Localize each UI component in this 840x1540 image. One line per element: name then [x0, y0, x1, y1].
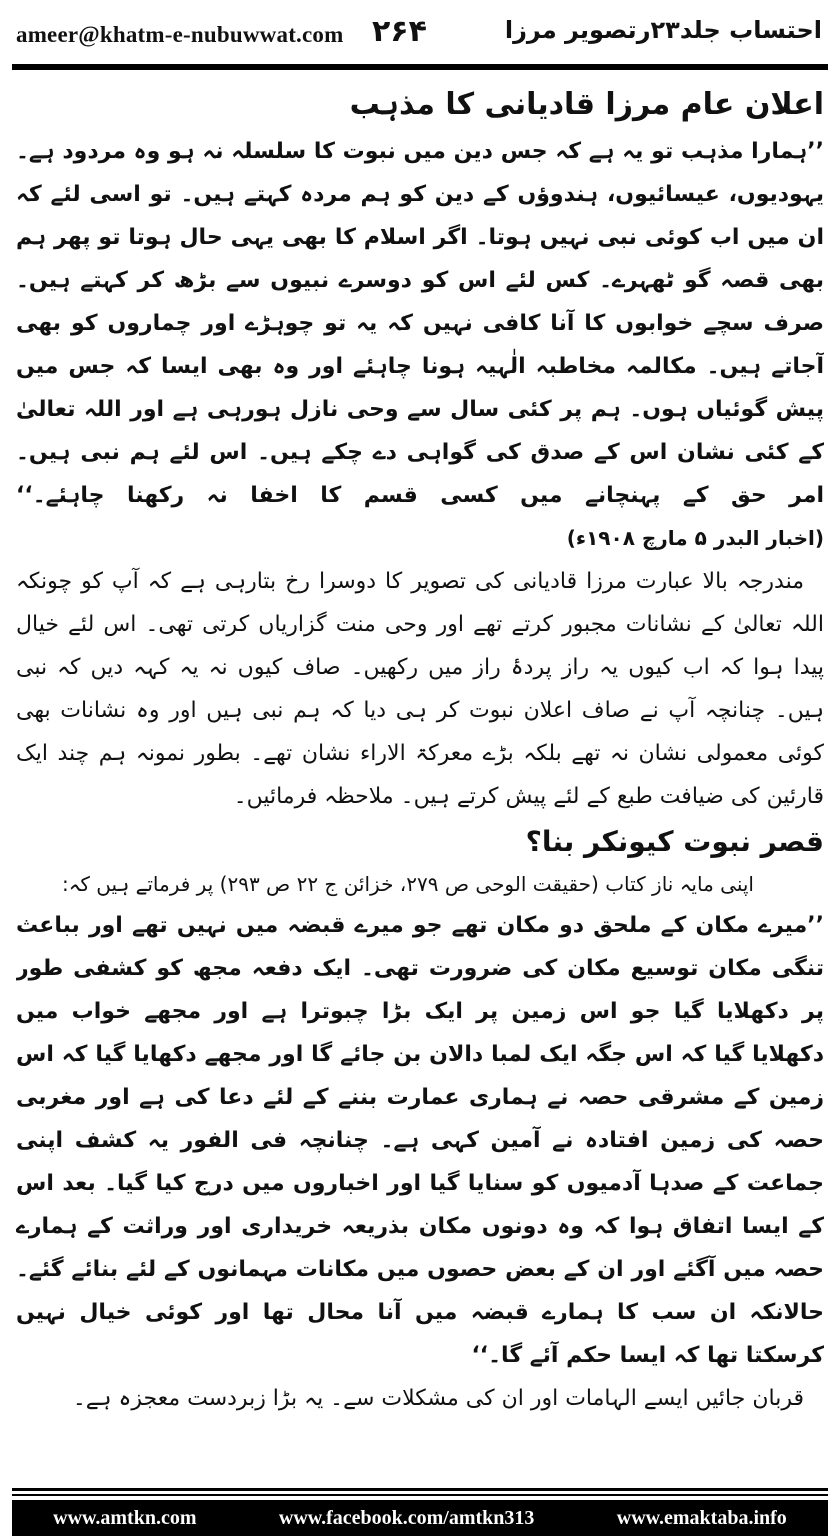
- page-number: ۲۶۴: [372, 14, 427, 49]
- footer-link-emaktaba[interactable]: www.emaktaba.info: [616, 1506, 787, 1529]
- quote-paragraph-2: ’’میرے مکان کے ملحق دو مکان تھے جو میرے قبضہ میں نہیں تھے اور بباعث تنگی مکان توسیع مکان کی ضرورت تھی۔ ایک دفعہ مجھ کو کشفی طور پر دکھلایا گیا جو اس زمین پر ایک بڑا چبوترا ہے اور مجھے خواب میں دکھلایا گیا کہ اس جگہ ایک لمبا دالان بن جائے گا اور مجھے دکھایا گیا کہ اس زمین کے مشرقی حصہ نے ہماری عمارت بننے کے لئے دعا کی ہے اور مغربی حصہ کی زمین افتادہ نے آمین کہی ہے۔ چنانچہ فی الفور یہ کشف اپنی جماعت کے صدہا آدمیوں کو سنایا گیا اور اخباروں میں درج کیا گیا۔ بعد اس کے ایسا اتفاق ہوا کہ وہ دونوں مکان بذریعہ خریداری اور وراثت کے ہمارے حصہ میں آگئے اور ان کے بعض حصوں میں مکانات مہمانوں کے لئے بنائے گئے۔ حالانکہ ان سب کا ہمارے قبضہ میں آنا محال تھا اور کوئی خیال نہیں کرسکتا تھا کہ ایسا حکم آئے گا۔‘‘: [16, 913, 824, 1368]
- page-header: [0, 0, 840, 66]
- footer-link-amtkn[interactable]: www.amtkn.com: [53, 1506, 197, 1529]
- closing-line: قربان جائیں ایسے الہامات اور ان کی مشکلات سے۔ یہ بڑا زبردست معجزہ ہے۔: [72, 1386, 804, 1411]
- quote-paragraph-1: [16, 130, 824, 560]
- footer-link-facebook[interactable]: www.facebook.com/amtkn313: [278, 1506, 535, 1529]
- commentary-paragraph: مندرجہ بالا عبارت مرزا قادیانی کی تصویر کا دوسرا رخ بتارہی ہے کہ آپ کو چونکہ اللہ تعالیٰ کے نشانات مجبور کرتے تھے اور وحی منت گزاریاں کرتی تھی۔ اس لئے خیال پیدا ہوا کہ اب کیوں یہ راز پردۂ راز میں رکھیں۔ صاف کیوں نہ یہ کہہ دیں کہ نبی ہیں۔ چنانچہ آپ نے صاف اعلان نبوت کر ہی دیا کہ ہم نبی ہیں اور وہ نشانات بھی کوئی معمولی نشان نہ تھے بلکہ بڑے معرکۃ الاراء نشان تھے۔ بطور نمونہ ہم چند ایک قارئین کی ضیافت طبع کے لئے پیش کرتے ہیں۔ ملاحظہ فرمائیں۔: [16, 569, 824, 809]
- section-heading-1: اعلان عام مرزا قادیانی کا مذہب: [349, 87, 824, 122]
- header-rule: [12, 64, 828, 70]
- source-reference: (اخبار البدر ۵ مارچ ۱۹۰۸ء): [566, 526, 824, 550]
- page-footer: [12, 1488, 828, 1540]
- intro-line: اپنی مایہ ناز کتاب (حقیقت الوحی ص ۲۷۹، خزائن ج ۲۲ ص ۲۹۳) پر فرماتے ہیں کہ:: [61, 872, 754, 896]
- page-body: [16, 80, 824, 1480]
- section-heading-2: قصر نبوت کیونکر بنا؟: [525, 825, 824, 858]
- footer-rule-thin: [12, 1494, 828, 1496]
- header-email: ameer@khatm-e-nubuwwat.com: [16, 22, 344, 47]
- book-title: احتساب جلد۲۳رتصویر مرزا: [504, 16, 822, 44]
- footer-rule-thick: [12, 1488, 828, 1491]
- footer-links-bar: [12, 1500, 828, 1536]
- quote-text-1: ’’ہمارا مذہب تو یہ ہے کہ جس دین میں نبوت کا سلسلہ نہ ہو وہ مردود ہے۔ یہودیوں، عیسائیوں، ہندوؤں کے دین کو ہم مردہ کہتے ہیں۔ تو اسی لئے کہ ان میں اب کوئی نبی نہیں ہوتا۔ اگر اسلام کا بھی یہی حال ہوتا تو پھر ہم بھی قصہ گو ٹھہرے۔ کس لئے اس کو دوسرے نبیوں سے بڑھ کر کہتے ہیں۔ صرف سچے خوابوں کا آنا کافی نہیں کہ یہ تو چوہڑے اور چماروں کو بھی آجاتے ہیں۔ مکالمہ مخاطبہ الٰہیہ ہونا چاہئے اور وہ بھی ایسا کہ جس میں پیش گوئیاں ہوں۔ ہم پر کئی سال سے وحی نازل ہورہی ہے اور اللہ تعالیٰ کے کئی نشان اس کے صدق کی گواہی دے چکے ہیں۔ اس لئے ہم نبی ہیں۔ امر حق کے پہنچانے میں کسی قسم کا اخفا نہ رکھنا چاہئے۔‘‘: [16, 139, 824, 508]
